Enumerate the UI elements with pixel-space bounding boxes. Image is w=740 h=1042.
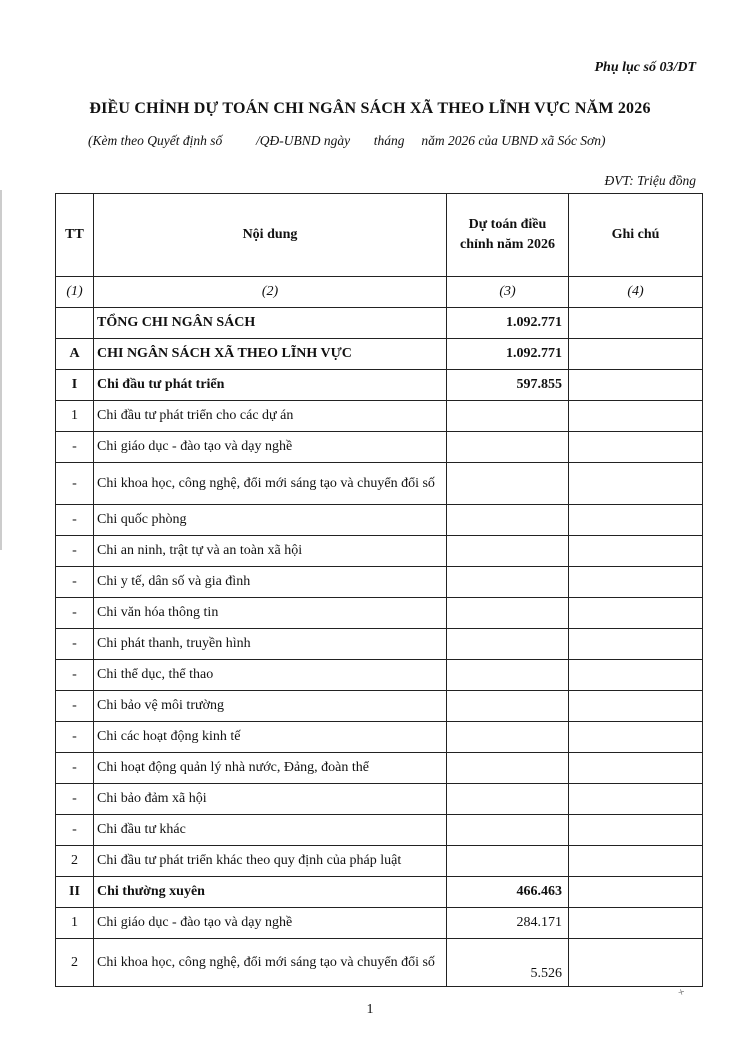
cell-value: [447, 784, 569, 815]
cell-tt: 1: [56, 401, 94, 432]
cell-note: [569, 536, 703, 567]
cell-note: [569, 432, 703, 463]
col-header-content: Nội dung: [94, 194, 447, 277]
cell-content: Chi thường xuyên: [94, 877, 447, 908]
cell-tt: 1: [56, 908, 94, 939]
cell-tt: -: [56, 463, 94, 505]
cell-note: [569, 401, 703, 432]
cell-content: Chi y tế, dân số và gia đình: [94, 567, 447, 598]
cell-note: [569, 629, 703, 660]
table-row: [56, 753, 703, 784]
cell-note: [569, 846, 703, 877]
cell-content: Chi đầu tư khác: [94, 815, 447, 846]
cell-note: [569, 505, 703, 536]
cell-tt: 2: [56, 939, 94, 987]
cell-tt: -: [56, 598, 94, 629]
table-row: [56, 846, 703, 877]
cell-value: [447, 401, 569, 432]
cell-value: [447, 815, 569, 846]
table-row: [56, 370, 703, 401]
cell-note: [569, 660, 703, 691]
table-row: [56, 567, 703, 598]
table-row: [56, 629, 703, 660]
cell-tt: -: [56, 629, 94, 660]
table-row: [56, 401, 703, 432]
table-row: [56, 660, 703, 691]
cell-note: [569, 939, 703, 987]
col-index-2: (2): [94, 277, 447, 308]
cell-note: [569, 691, 703, 722]
cell-content: Chi bảo đảm xã hội: [94, 784, 447, 815]
cell-value: [447, 846, 569, 877]
cell-content: CHI NGÂN SÁCH XÃ THEO LĨNH VỰC: [94, 339, 447, 370]
col-header-note: Ghi chú: [569, 194, 703, 277]
cell-content: TỔNG CHI NGÂN SÁCH: [94, 308, 447, 339]
cell-value: 1.092.771: [447, 339, 569, 370]
cell-content: Chi giáo dục - đào tạo và dạy nghề: [94, 432, 447, 463]
cell-content: Chi hoạt động quản lý nhà nước, Đảng, đoàn thể: [94, 753, 447, 784]
cell-value: 1.092.771: [447, 308, 569, 339]
cell-value: 5.526: [447, 939, 569, 987]
cell-value: 466.463: [447, 877, 569, 908]
table-row: [56, 691, 703, 722]
cell-tt: -: [56, 432, 94, 463]
table-row: [56, 815, 703, 846]
table-row: [56, 505, 703, 536]
col-index-1: (1): [56, 277, 94, 308]
cell-value: [447, 660, 569, 691]
cell-tt: -: [56, 536, 94, 567]
cell-value: [447, 753, 569, 784]
cell-value: 597.855: [447, 370, 569, 401]
document-subtitle: [88, 133, 606, 149]
cell-content: Chi giáo dục - đào tạo và dạy nghề: [94, 908, 447, 939]
cell-value: [447, 567, 569, 598]
cell-value: [447, 722, 569, 753]
cell-note: [569, 815, 703, 846]
cell-content: Chi đầu tư phát triển: [94, 370, 447, 401]
cell-content: Chi văn hóa thông tin: [94, 598, 447, 629]
cell-content: Chi đầu tư phát triển khác theo quy định của pháp luật: [94, 846, 447, 877]
col-index-3: (3): [447, 277, 569, 308]
cell-tt: -: [56, 784, 94, 815]
cell-value: [447, 629, 569, 660]
cell-content: Chi khoa học, công nghệ, đổi mới sáng tạo và chuyển đổi số: [94, 463, 447, 505]
appendix-label: Phụ lục số 03/DT: [594, 60, 696, 75]
table-row: [56, 908, 703, 939]
unit-label: ĐVT: Triệu đồng: [604, 173, 696, 188]
cell-tt: -: [56, 722, 94, 753]
cell-tt: [56, 308, 94, 339]
cell-tt: -: [56, 660, 94, 691]
cell-note: [569, 339, 703, 370]
table-row: [56, 463, 703, 505]
cell-value: [447, 463, 569, 505]
table-row: [56, 308, 703, 339]
cell-tt: A: [56, 339, 94, 370]
scan-edge: [0, 190, 2, 550]
cell-tt: -: [56, 815, 94, 846]
table-row: [56, 432, 703, 463]
cell-content: Chi các hoạt động kinh tế: [94, 722, 447, 753]
cell-value: [447, 536, 569, 567]
cell-note: [569, 463, 703, 505]
col-header-tt: TT: [56, 194, 94, 277]
subtitle-text: (Kèm theo Quyết định số /QĐ-UBND ngày tháng năm 2026 của UBND xã Sóc Sơn): [88, 133, 606, 148]
handwritten-mark: +: [676, 984, 687, 1000]
cell-tt: -: [56, 567, 94, 598]
cell-value: 284.171: [447, 908, 569, 939]
table-row: [56, 536, 703, 567]
cell-content: Chi khoa học, công nghệ, đổi mới sáng tạo và chuyển đổi số: [94, 939, 447, 987]
column-index-row: [56, 277, 703, 308]
cell-note: [569, 753, 703, 784]
cell-note: [569, 308, 703, 339]
table-row: [56, 722, 703, 753]
cell-tt: I: [56, 370, 94, 401]
cell-tt: II: [56, 877, 94, 908]
document-title: ĐIỀU CHỈNH DỰ TOÁN CHI NGÂN SÁCH XÃ THEO LĨNH VỰC NĂM 2026: [89, 100, 651, 117]
cell-tt: -: [56, 691, 94, 722]
cell-note: [569, 908, 703, 939]
cell-value: [447, 505, 569, 536]
table-row: [56, 784, 703, 815]
cell-note: [569, 722, 703, 753]
cell-value: [447, 691, 569, 722]
cell-content: Chi bảo vệ môi trường: [94, 691, 447, 722]
cell-note: [569, 598, 703, 629]
cell-note: [569, 567, 703, 598]
cell-note: [569, 784, 703, 815]
table-row: [56, 339, 703, 370]
col-index-4: (4): [569, 277, 703, 308]
page-number: 1: [366, 1002, 374, 1017]
cell-content: Chi quốc phòng: [94, 505, 447, 536]
cell-note: [569, 370, 703, 401]
cell-content: Chi an ninh, trật tự và an toàn xã hội: [94, 536, 447, 567]
cell-tt: 2: [56, 846, 94, 877]
cell-tt: -: [56, 505, 94, 536]
col-header-value: Dự toán điều chỉnh năm 2026: [447, 194, 569, 277]
table-row: [56, 598, 703, 629]
cell-value: [447, 598, 569, 629]
cell-note: [569, 877, 703, 908]
cell-value: [447, 432, 569, 463]
cell-content: Chi phát thanh, truyền hình: [94, 629, 447, 660]
table-row: [56, 877, 703, 908]
cell-tt: -: [56, 753, 94, 784]
budget-table: [55, 193, 703, 987]
cell-content: Chi thể dục, thể thao: [94, 660, 447, 691]
table-header-row: [56, 194, 703, 277]
table-row: [56, 939, 703, 987]
cell-content: Chi đầu tư phát triển cho các dự án: [94, 401, 447, 432]
